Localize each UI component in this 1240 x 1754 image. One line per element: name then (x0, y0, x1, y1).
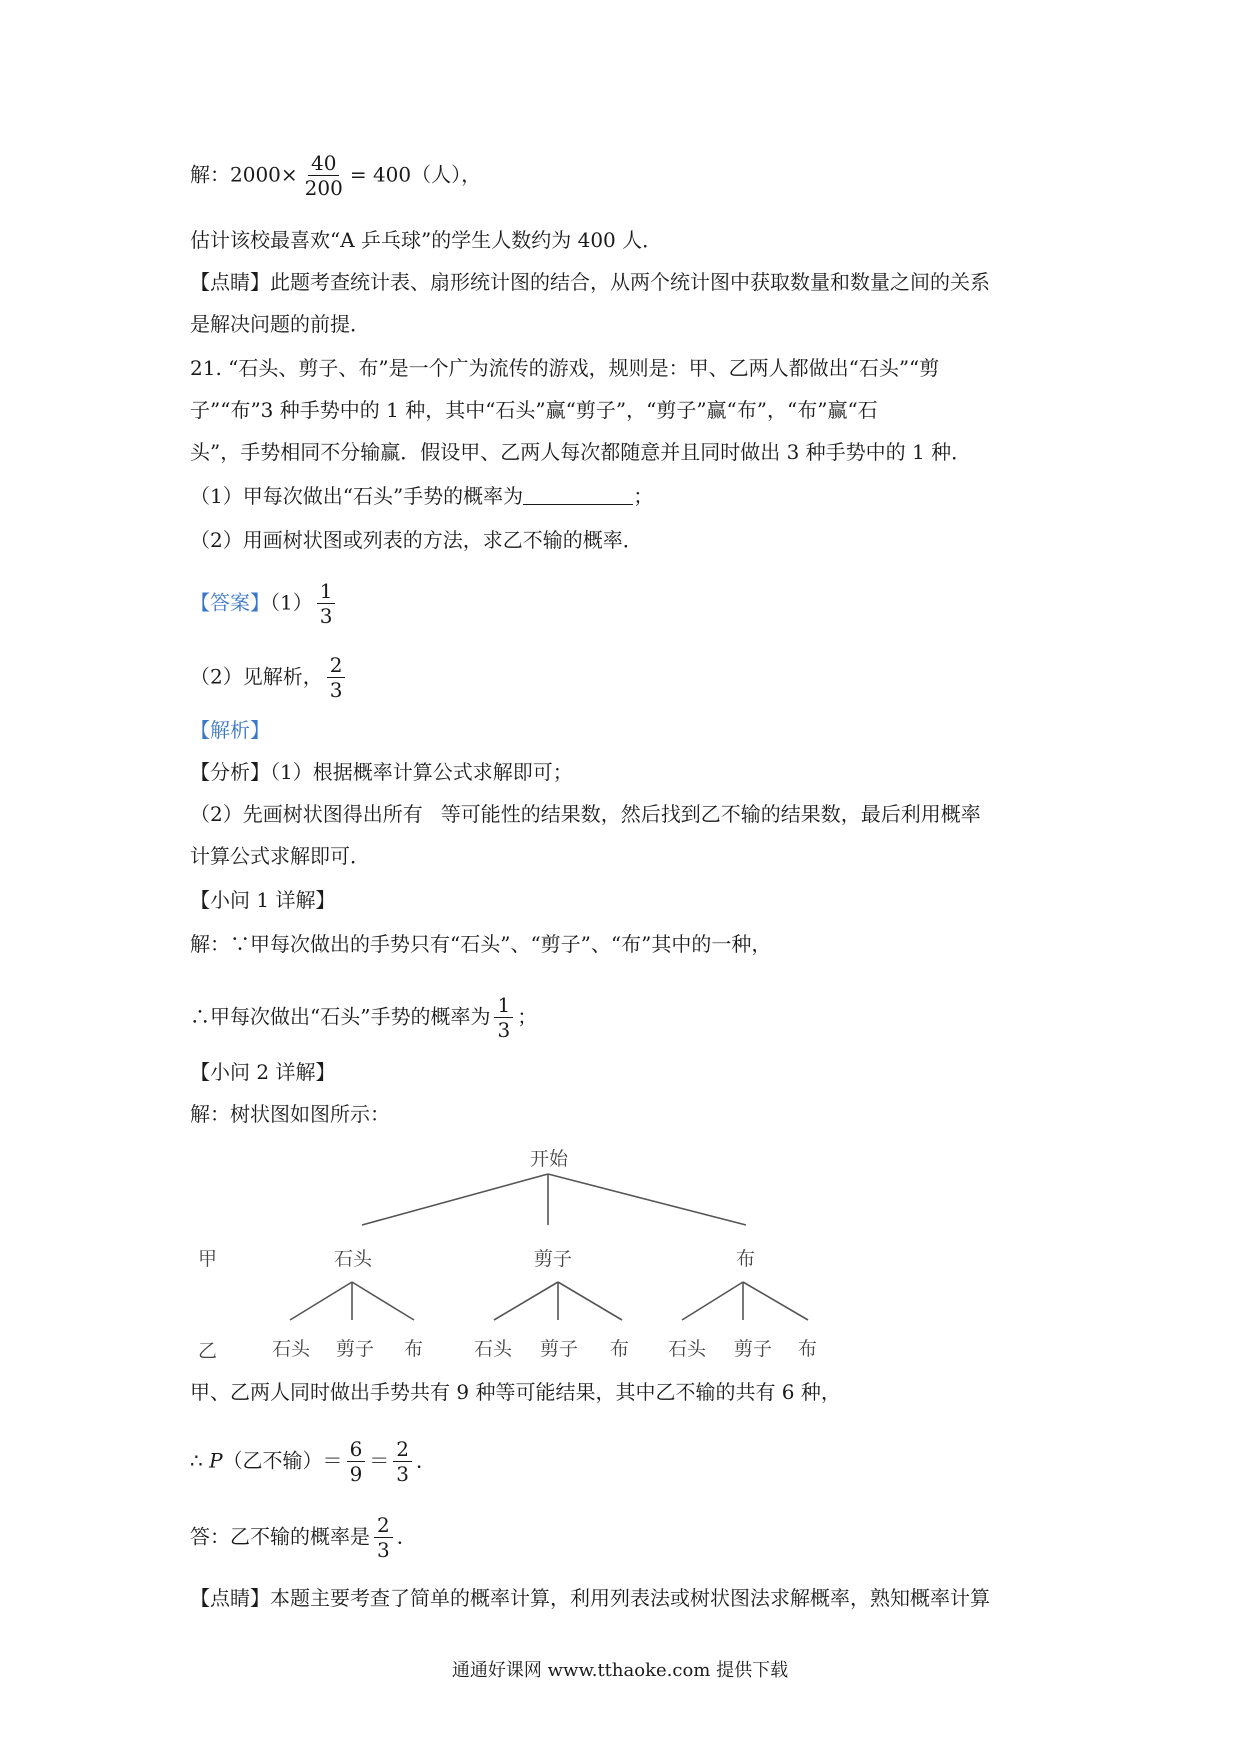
estimate-text: 估计该校最喜欢“A 乒乓球”的学生人数约为 400 人． (190, 228, 663, 252)
tree-branch (494, 1282, 558, 1320)
tree-level-label: 甲 (198, 1248, 218, 1270)
analysis-text: 【分析】（1）根据概率计算公式求解即可； (190, 760, 573, 784)
fraction: $\frac{40}{200}$ (304, 151, 343, 201)
tree-leaf: 布 (610, 1338, 630, 1360)
tree-leaf: 石头 (272, 1338, 311, 1360)
subquestion-title: 【小问 2 详解】 (190, 1060, 336, 1084)
tree-branch (290, 1282, 352, 1320)
tree-leaf: 剪子 (540, 1338, 579, 1360)
tree-leaf: 剪子 (734, 1338, 773, 1360)
solution-text: 解：∵甲每次做出的手势只有“石头”、“剪子”、“布”其中的一种， (190, 932, 772, 956)
probability-formula: ∴ P（乙不输）＝ $\frac{6}{9}$ ＝ $\frac{2}{3}$ ． (190, 1437, 437, 1487)
question-text: 子”“布”3 种手势中的 1 种，其中“石头”赢“剪子”，“剪子”赢“布”，“布”赢“石 (190, 398, 878, 422)
fraction: $\frac{6}{9}$ (347, 1438, 366, 1486)
comment-line: 【点睛】此题考查统计表、扇形统计图的结合，从两个统计图中获取数量和数量之间的关系 (190, 270, 990, 294)
analysis-text: （2）先画树状图得出所有 等可能性的结果数，然后找到乙不输的结果数，最后利用概率 (190, 802, 981, 826)
question-text: 头”，手势相同不分输赢．假设甲、乙两人每次都随意并且同时做出 3 种手势中的 1 种． (190, 440, 972, 464)
final-answer: 答：乙不输的概率是 $\frac{2}{3}$ ． (190, 1513, 417, 1563)
tree-leaf: 剪子 (336, 1338, 375, 1360)
tree-branch (743, 1282, 808, 1320)
tree-leaf: 石头 (474, 1338, 513, 1360)
solution-formula: 解：2000× $\frac{40}{200}$ = 400（人）， (190, 151, 482, 201)
fraction: $\frac{2}{3}$ (393, 1438, 412, 1486)
tree-root: 开始 (530, 1148, 569, 1170)
analysis-text: 计算公式求解即可． (190, 844, 370, 868)
fraction: $\frac{2}{3}$ (327, 654, 346, 702)
comment-line: 是解决问题的前提． (190, 312, 370, 336)
question-part-1: （1）甲每次做出“石头”手势的概率为 ； (190, 484, 654, 508)
tree-node: 剪子 (534, 1248, 573, 1270)
tree-leaf: 石头 (668, 1338, 707, 1360)
fraction: $\frac{2}{3}$ (374, 1514, 393, 1562)
tree-leaf: 布 (404, 1338, 424, 1360)
tree-level-label: 乙 (198, 1340, 218, 1362)
question-part-2: （2）用画树状图或列表的方法，求乙不输的概率． (190, 528, 643, 552)
answer-line-2: （2）见解析， $\frac{2}{3}$ (190, 654, 349, 702)
tree-branch (558, 1282, 622, 1320)
conclusion-text: 甲、乙两人同时做出手势共有 9 种等可能结果，其中乙不输的共有 6 种， (190, 1380, 841, 1404)
tree-branch (352, 1282, 414, 1320)
solution-text: ∴甲每次做出“石头”手势的概率为 $\frac{1}{3}$ ； (190, 993, 538, 1043)
page-footer: 通通好课网 www.tthaoke.com 提供下载 (451, 1660, 789, 1681)
subquestion-title: 【小问 1 详解】 (190, 888, 336, 912)
tree-node: 布 (736, 1248, 756, 1270)
tree-branch (362, 1174, 548, 1225)
tree-branch (682, 1282, 743, 1320)
tree-branch (548, 1174, 746, 1225)
fraction: $\frac{1}{3}$ (317, 580, 336, 628)
question-text: 21. “石头、剪子、布”是一个广为流传的游戏，规则是：甲、乙两人都做出“石头”“剪 (190, 356, 940, 380)
comment-line: 【点睛】本题主要考查了简单的概率计算，利用列表法或树状图法求解概率，熟知概率计算 (190, 1586, 990, 1610)
tree-leaf: 布 (798, 1338, 818, 1360)
answer-blank (523, 484, 633, 505)
analysis-label: 【解析】 (190, 718, 270, 742)
solution-text: 解：树状图如图所示： (190, 1102, 390, 1126)
fraction: $\frac{1}{3}$ (494, 994, 513, 1042)
answer-label: 【答案】 (190, 590, 270, 615)
tree-node: 石头 (334, 1248, 373, 1270)
answer-line-1: 【答案】（1） $\frac{1}{3}$ (190, 580, 339, 628)
